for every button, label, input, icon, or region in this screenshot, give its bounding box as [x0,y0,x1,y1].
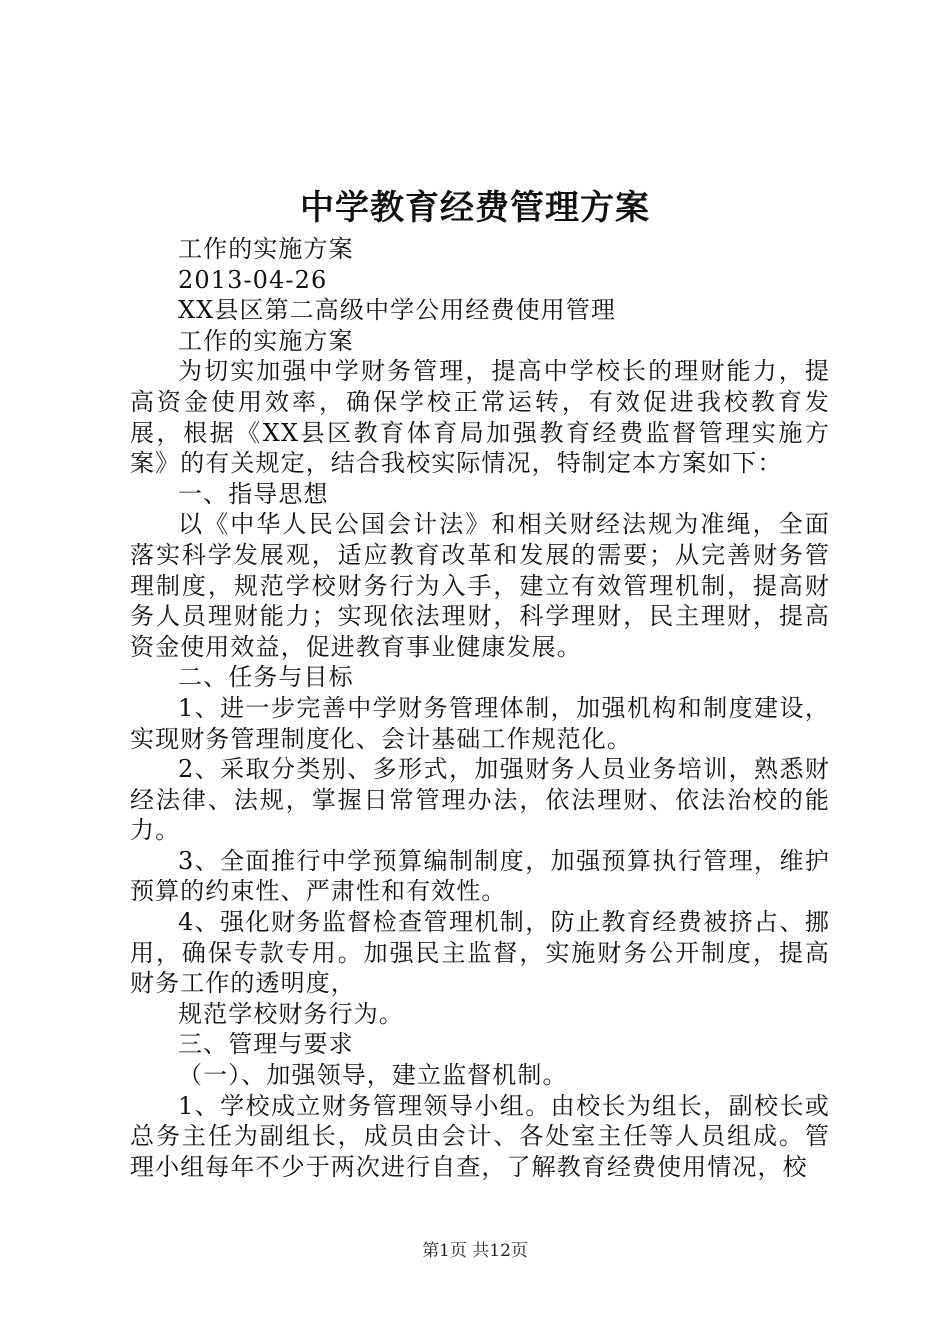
paragraph: 为切实加强中学财务管理，提高中学校长的理财能力，提高资金使用效率，确保学校正常运转，有效促进我校教育发展，根据《XX县区教育体育局加强教育经费监督管理实施方案》的有关规定，结合我校实际情况，特制定本方案如下： [130,357,830,478]
list-item: 3、全面推行中学预算编制制度，加强预算执行管理，维护预算的约束性、严肃性和有效性。 [130,846,830,906]
paragraph: 工作的实施方案 [178,235,354,263]
list-item: 1、学校成立财务管理领导小组。由校长为组长，副校长或总务主任为副组长，成员由会计、各处室主任等人员组成。管理小组每年不少于两次进行自查，了解教育经费使用情况，校 [130,1091,830,1181]
list-item: 1、进一步完善中学财务管理体制，加强机构和制度建设，实现财务管理制度化、会计基础工作规范化。 [130,693,830,753]
page-number-footer: 第1页 共12页 [422,1241,528,1261]
section-heading: 一、指导思想 [178,479,329,508]
paragraph: 以《中华人民公国会计法》和相关财经法规为准绳，全面落实科学发展观，适应教育改革和发展的需要；从完善财务管理制度，规范学校财务行为入手，建立有效管理机制，提高财务人员理财能力；实现依法理财，科学理财，民主理财，提高资金使用效益，促进教育事业健康发展。 [130,510,830,661]
paragraph-date: 2013-04-26 [178,265,328,294]
section-heading: 二、任务与目标 [178,663,354,692]
document-title: 中学教育经费管理方案 [300,188,650,228]
paragraph: 规范学校财务行为。 [178,999,404,1028]
list-item: 2、采取分类别、多形式，加强财务人员业务培训，熟悉财经法律、法规，掌握日常管理办法，依法理财、依法治校的能力。 [130,755,830,845]
subsection-heading: （一）、加强领导，建立监督机制。 [178,1061,568,1090]
list-item: 4、强化财务监督检查管理机制，防止教育经费被挤占、挪用，确保专款专用。加强民主监督，实施财务公开制度，提高财务工作的透明度， [130,908,830,998]
document-body [130,234,830,1182]
paragraph: XX县区第二高级中学公用经费使用管理 [178,296,616,325]
paragraph: 工作的实施方案 [178,326,354,355]
section-heading: 三、管理与要求 [178,1030,354,1059]
